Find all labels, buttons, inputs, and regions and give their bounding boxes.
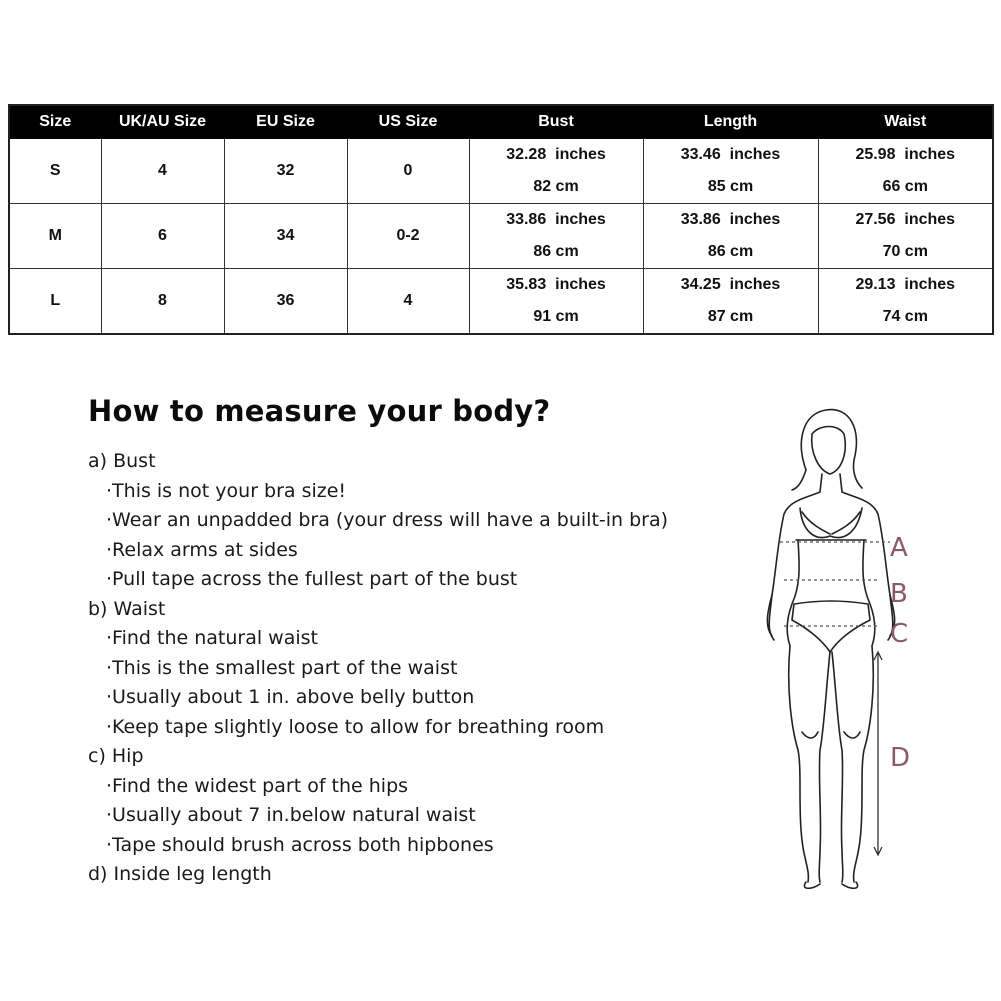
guide-section-heading: c) Hip bbox=[88, 745, 144, 767]
waist-cm: 74 cm bbox=[882, 308, 928, 325]
header-uk-au-size: UK/AU Size bbox=[101, 105, 224, 139]
length-inches: 33.86 inches bbox=[680, 211, 781, 228]
figure-torso bbox=[769, 474, 893, 640]
bust-inches: 33.86 inches bbox=[506, 211, 606, 228]
measurement-instructions bbox=[88, 447, 668, 890]
bust-inches: 32.28 inches bbox=[506, 146, 606, 163]
cell-eu: 34 bbox=[224, 204, 347, 269]
header-bust: Bust bbox=[469, 105, 643, 139]
cell-length bbox=[643, 204, 818, 269]
length-cm: 86 cm bbox=[707, 243, 754, 260]
header-us-size: US Size bbox=[347, 105, 469, 139]
guide-section-heading: d) Inside leg length bbox=[88, 863, 272, 885]
guide-tip: ·Usually about 1 in. above belly button bbox=[106, 686, 475, 708]
cell-eu: 36 bbox=[224, 269, 347, 335]
size-chart-table bbox=[8, 104, 994, 335]
guide-tip: ·Wear an unpadded bra (your dress will have a built-in bra) bbox=[106, 509, 669, 531]
header-waist: Waist bbox=[818, 105, 993, 139]
cell-us: 0 bbox=[347, 139, 469, 204]
cell-uk-au: 4 bbox=[101, 139, 224, 204]
bust-cm: 86 cm bbox=[533, 243, 579, 260]
waist-inches: 29.13 inches bbox=[855, 276, 956, 293]
figure-hair bbox=[801, 410, 862, 488]
length-cm: 85 cm bbox=[707, 178, 754, 195]
bust-cm: 91 cm bbox=[533, 308, 579, 325]
header-length: Length bbox=[643, 105, 818, 139]
guide-tip: ·Pull tape across the fullest part of the bust bbox=[106, 568, 518, 590]
bust-cm: 82 cm bbox=[533, 178, 579, 195]
label-a: A bbox=[890, 533, 908, 563]
guide-section-heading: a) Bust bbox=[88, 450, 156, 472]
guide-tip: ·Usually about 7 in.below natural waist bbox=[106, 804, 476, 826]
guide-tip: ·Relax arms at sides bbox=[106, 538, 298, 561]
inseam-arrow bbox=[874, 652, 882, 855]
length-inches: 34.25 inches bbox=[680, 276, 781, 293]
waist-cm: 66 cm bbox=[882, 178, 928, 195]
body-measurement-figure bbox=[740, 390, 980, 910]
table-row bbox=[9, 139, 993, 204]
cell-waist bbox=[818, 269, 993, 335]
length-inches: 33.46 inches bbox=[680, 146, 781, 163]
length-cm: 87 cm bbox=[707, 308, 754, 325]
guide-tip: ·This is not your bra size! bbox=[106, 479, 347, 502]
cell-bust bbox=[469, 204, 643, 269]
cell-eu: 32 bbox=[224, 139, 347, 204]
cell-bust bbox=[469, 139, 643, 204]
guide-tip: ·Keep tape slightly loose to allow for breathing room bbox=[106, 715, 605, 738]
label-d: D bbox=[890, 743, 911, 773]
cell-waist bbox=[818, 139, 993, 204]
guide-tip: ·This is the smallest part of the waist bbox=[106, 656, 458, 679]
cell-size: S bbox=[9, 139, 101, 204]
figure-legs bbox=[789, 646, 874, 882]
cell-us: 4 bbox=[347, 269, 469, 335]
table-row bbox=[9, 269, 993, 335]
figure-face bbox=[812, 427, 846, 475]
table-header-row bbox=[9, 105, 993, 139]
cell-us: 0-2 bbox=[347, 204, 469, 269]
cell-uk-au: 8 bbox=[101, 269, 224, 335]
cell-length bbox=[643, 139, 818, 204]
guide-title: How to measure your body? bbox=[88, 394, 551, 428]
cell-size: M bbox=[9, 204, 101, 269]
cell-bust bbox=[469, 269, 643, 335]
figure-bra bbox=[796, 508, 866, 540]
header-size: Size bbox=[9, 105, 101, 139]
table-row bbox=[9, 204, 993, 269]
cell-waist bbox=[818, 204, 993, 269]
cell-length bbox=[643, 269, 818, 335]
header-eu-size: EU Size bbox=[224, 105, 347, 139]
guide-tip: ·Find the widest part of the hips bbox=[106, 774, 409, 797]
guide-tip: ·Tape should brush across both hipbones bbox=[106, 833, 494, 856]
waist-inches: 25.98 inches bbox=[855, 146, 956, 163]
bust-inches: 35.83 inches bbox=[506, 276, 606, 293]
guide-tip: ·Find the natural waist bbox=[106, 627, 318, 649]
guide-section-heading: b) Waist bbox=[88, 597, 166, 620]
cell-uk-au: 6 bbox=[101, 204, 224, 269]
waist-inches: 27.56 inches bbox=[855, 211, 956, 228]
waist-cm: 70 cm bbox=[882, 243, 928, 260]
label-b: B bbox=[890, 579, 908, 609]
cell-size: L bbox=[9, 269, 101, 335]
label-c: C bbox=[890, 619, 909, 649]
